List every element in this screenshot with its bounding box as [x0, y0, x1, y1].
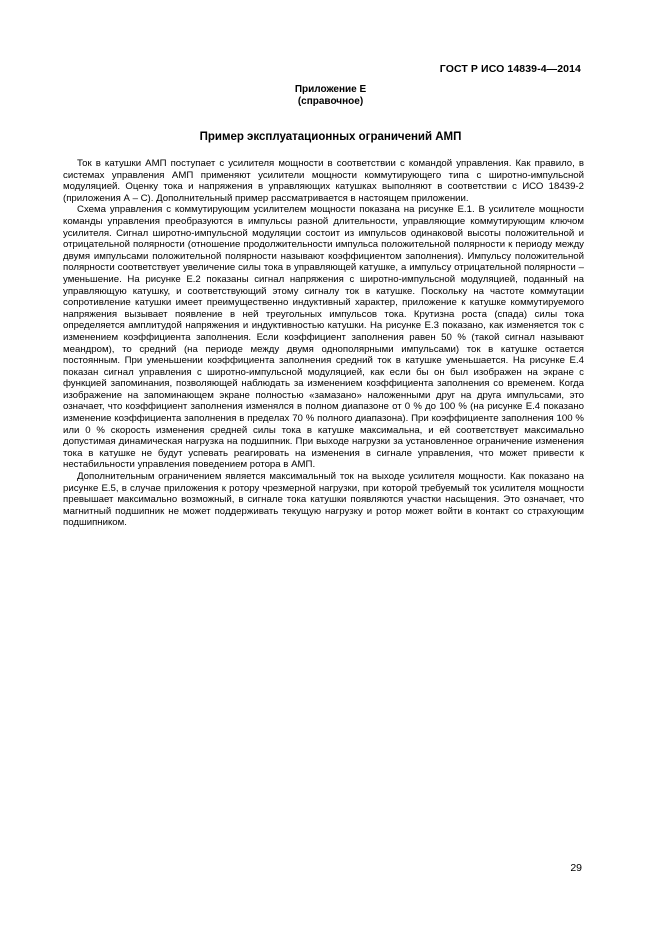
annex-heading	[0, 84, 661, 108]
annex-label: Приложение Е	[294, 84, 367, 95]
paragraph: Ток в катушки АМП поступает с усилителя мощности в соответствии с командой управления. Как правило, в системах управления АМП применяют усилители мощности коммутирующего типа с широтно-импульсной модуляцией. Оценку тока и напряжения в управляющих катушках выполняют в соответствии с ИСО 18439-2 (приложения А – С). Дополнительный пример рассматривается в настоящем приложении.	[63, 158, 584, 204]
paragraph: Дополнительным ограничением является максимальный ток на выходе усилителя мощности. Как показано на рисунке Е.5, в случае приложения к ротору чрезмерной нагрузки, при которой требуемый ток усилителя мощности превышает максимально возможный, в сигнале тока катушки появляются участки насыщения. Это означает, что магнитный подшипник не может поддерживать текущую нагрузку и ротор может войти в контакт со страхующим подшипником.	[63, 471, 584, 529]
paragraph: Схема управления с коммутирующим усилителем мощности показана на рисунке Е.1. В усилителе мощности команды управления преобразуются в импульсы разной длительности, управляющие коммутирующим ключом усилителя. Сигнал широтно-импульсной модуляции состоит из импульсов одинаковой высоты положительной и отрицательной полярности (отношение продолжительности импульса положительной полярности к периоду между двумя импульсами положительной полярности называют коэффициентом заполнения). Импульсу положительной полярности соответствует увеличение силы тока в управляющей катушке, а импульсу отрицательной полярности – уменьшение. На рисунке Е.2 показаны сигнал напряжения с широтно-импульсной модуляцией, поданный на управляющую катушку, и соответствующий этому сигналу ток в катушке. Поскольку на частоте коммутации сопротивление катушки имеет преимущественно индуктивный характер, приложение к катушке коммутируемого напряжения вызывает появление в ней треугольных импульсов тока. Крутизна роста (спада) силы тока определяется амплитудой напряжения и индуктивностью катушки. На рисунке Е.3 показано, как изменяется ток с изменением коэффициента заполнения. Если коэффициент заполнения равен 50 % (такой сигнал называют меандром), то средний (на периоде между двумя однополярными импульсами) ток в катушке остается постоянным. При уменьшении коэффициента заполнения средний ток в катушке уменьшается. На рисунке Е.4 показан сигнал управления с широтно-импульсной модуляцией, как если бы он был изображен на экране с функцией запоминания, позволяющей наблюдать за изменением коэффициента заполнения со временем. Когда изображение на запоминающем экране полностью «замазано» наложенными друг на друга импульсами, это означает, что коэффициент заполнения изменялся в полном диапазоне от 0 % до 100 % (на рисунке Е.4 показано изменение коэффициента заполнения в пределах 70 % полного диапазона). При коэффициенте заполнения 100 % или 0 % скорость изменения средней силы тока в катушке максимальна, и ей соответствует максимально допустимая динамическая нагрузка на подшипник. При выходе нагрузки за установленное ограничение изменения тока в катушке не будут успевать реагировать на изменения в сигнале управления, что может привести к нестабильности управления поведением ротора в АМП.	[63, 204, 584, 471]
page-number: 29	[570, 862, 582, 874]
document-code: ГОСТ Р ИСО 14839-4—2014	[439, 63, 581, 75]
section-title: Пример эксплуатационных ограничений АМП	[199, 131, 462, 143]
annex-type: (справочное)	[297, 96, 364, 107]
body-text	[63, 158, 584, 529]
